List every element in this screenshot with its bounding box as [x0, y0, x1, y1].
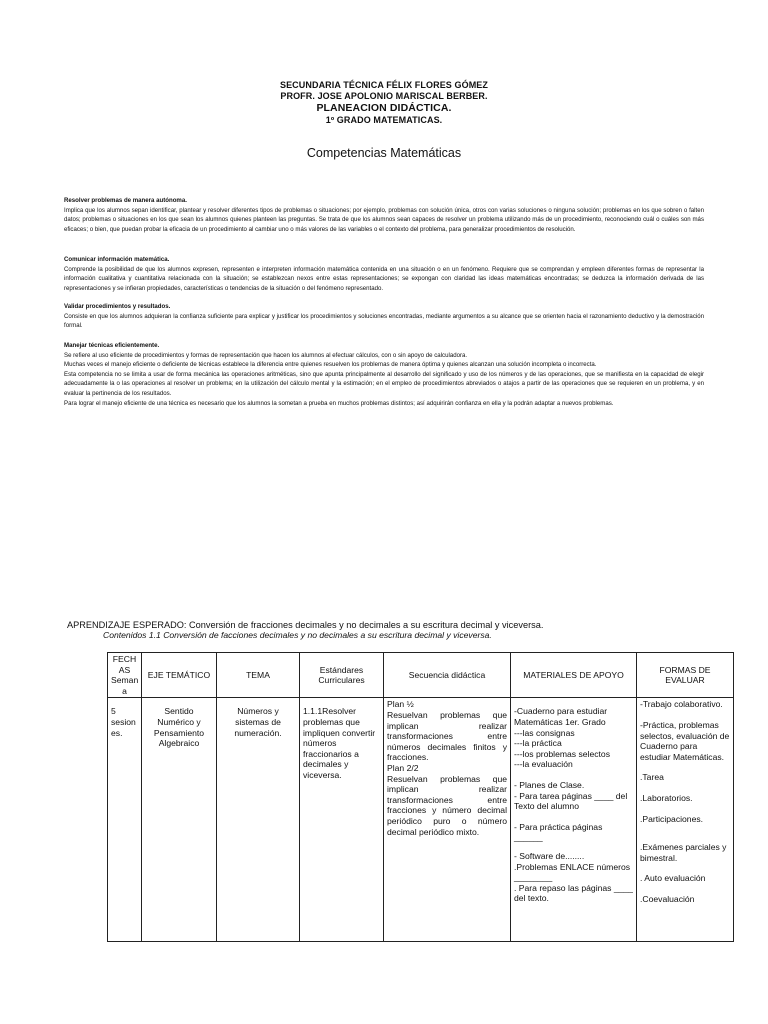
material-line: - Para tarea páginas ____ del Texto del alumno	[514, 790, 628, 812]
cell-tema: Números y sistemas de numeración.	[217, 698, 300, 942]
table-row	[108, 698, 734, 942]
evaluation-line: -Trabajo colaborativo.	[640, 699, 723, 710]
sequence-line: Plan ½	[387, 699, 414, 710]
cell-eje: Sentido Numérico y Pensamiento Algebraico	[142, 698, 217, 942]
competency-text: Esta competencia no se limita a usar de forma mecánica las operaciones aritméticas, sino que apunta principalmente al desarrollo del significado y uso de los números y de las operaciones, que se manifiesta en la capacidad de elegir adecuadamente la o las operaciones al resolver un problema; en la utilización del cálculo mental y la estimación; en el empleo de procedimientos abreviados o atajos a partir de las operaciones que se requieren en un problema, y en evaluar la pertinencia de los resultados.	[64, 370, 704, 397]
header-formas: FORMAS DE EVALUAR	[637, 653, 734, 698]
competency-block-3	[64, 302, 704, 331]
material-line: - Para práctica páginas ______	[514, 821, 603, 843]
competency-text: Comprende la posibilidad de que los alumnos expresen, representen e interpreten información matemática contenida en una situación o en un fenómeno. Requiere que se comprendan y empleen diferentes formas de representar la información cualitativa y cuantitativa relacionada con la situación; se establezcan nexos entre estas representaciones; se expongan con claridad las ideas matemáticas encontradas; se deduzca la información derivada de las representaciones y se infieran propiedades, características o tendencias de la situación o del fenómeno representado.	[64, 265, 704, 292]
cell-estandares: 1.1.1Resolver problemas que impliquen convertir números fraccionarios a decimales y viceversa.	[300, 698, 384, 942]
header-materiales: MATERIALES DE APOYO	[511, 653, 637, 698]
cell-formas	[637, 698, 734, 942]
competency-heading: Resolver problemas de manera autónoma.	[64, 197, 187, 204]
material-line: . Para repaso las páginas ____ del texto.	[514, 882, 633, 904]
teacher-name: PROFR. JOSE APOLONIO MARISCAL BERBER.	[280, 91, 488, 101]
planning-table	[107, 652, 734, 942]
material-line: ---la evaluación	[514, 759, 573, 770]
page-title: Competencias Matemáticas	[306, 146, 462, 160]
sequence-line: Plan 2/2	[387, 762, 419, 773]
header-fechas: FECH AS Seman a	[108, 653, 142, 698]
header-tema: TEMA	[217, 653, 300, 698]
sequence-line: Resuelvan problemas que implican realizar transformaciones entre fracciones y número decimal periódico puro o número decimal periódico mixto.	[387, 773, 507, 837]
cell-fechas: 5 sesion es.	[108, 698, 142, 942]
material-line: -Cuaderno para estudiar Matemáticas 1er. Grado	[514, 706, 608, 727]
document-type: PLANEACION DIDÁCTICA.	[316, 102, 452, 114]
competency-text: Muchas veces el manejo eficiente o deficiente de técnicas establece la diferencia entre quienes resuelven los problemas de manera óptima y quienes alcanzan una solución incompleta o incorrecta.	[64, 361, 597, 369]
grade-label: 1º GRADO MATEMATICAS.	[325, 115, 443, 125]
sequence-line: Resuelvan problemas que implican realizar transformaciones entre números decimales finitos y fracciones.	[387, 709, 507, 763]
cell-secuencia	[384, 698, 511, 942]
evaluation-line: .Coevaluación	[640, 893, 695, 904]
competency-text: Consiste en que los alumnos adquieran la confianza suficiente para explicar y justificar los procedimientos y soluciones encontradas, mediante argumentos a su alcance que se orienten hacia el razonamiento deductivo y la demostración formal.	[64, 312, 704, 330]
competency-text: Se refiere al uso eficiente de procedimientos y formas de representación que hacen los alumnos al efectuar cálculos, con o sin apoyo de calculadora.	[64, 351, 468, 359]
header-secuencia: Secuencia didáctica	[384, 653, 511, 698]
header-estandares: Estándares Curriculares	[300, 653, 384, 698]
competency-block-4	[64, 341, 704, 408]
material-line: - Planes de Clase.	[514, 779, 585, 790]
evaluation-line: .Laboratorios.	[640, 792, 693, 803]
material-line: ---las consignas	[514, 727, 575, 738]
material-line: ---los problemas selectos	[514, 748, 610, 759]
competency-block-2	[64, 255, 704, 293]
competency-heading: Validar procedimientos y resultados.	[64, 303, 171, 310]
school-name: SECUNDARIA TÉCNICA FÉLIX FLORES GÓMEZ	[279, 80, 489, 90]
evaluation-line: .Participaciones.	[640, 813, 704, 824]
expected-learning: APRENDIZAJE ESPERADO: Conversión de fracciones decimales y no decimales a su escritura decimal y viceversa.	[67, 620, 544, 630]
evaluation-line: .Tarea	[640, 772, 664, 783]
document-header	[0, 80, 768, 126]
material-line: ---la práctica	[514, 738, 562, 749]
cell-materiales	[511, 698, 637, 942]
evaluation-line: -Práctica, problemas selectos, evaluación de Cuaderno para estudiar Matemáticas.	[640, 719, 730, 762]
competency-text: Implica que los alumnos sepan identificar, plantear y resolver diferentes tipos de problemas o situaciones; por ejemplo, problemas con solución única, otros con varias soluciones o ninguna solución; problemas en los que sobren o falten datos; problemas o situaciones en los que sean los alumnos quienes planteen las preguntas. Se trata de que los alumnos sean capaces de resolver un problema utilizando más de un procedimiento, reconociendo cuál o cuáles son más eficaces; o bien, que puedan probar la eficacia de un procedimiento al cambiar uno o más valores de las variables o el contexto del problema, para generalizar procedimientos de resolución.	[64, 206, 704, 233]
header-eje: EJE TEMÁTICO	[142, 653, 217, 698]
evaluation-line: .Exámenes parciales y bimestral.	[640, 842, 727, 863]
contents-line: Contenidos 1.1 Conversión de facciones decimales y no decimales a su escritura decimal y viceversa.	[103, 630, 492, 640]
material-line: - Software de........	[514, 850, 585, 861]
material-line: .Problemas ENLACE números ________	[514, 861, 631, 883]
competency-heading: Comunicar información matemática.	[64, 256, 170, 263]
competency-text: Para lograr el manejo eficiente de una técnica es necesario que los alumnos la sometan a prueba en muchos problemas distintos; así adquirirán confianza en ella y la podrán adaptar a nuevos problemas.	[64, 399, 614, 407]
table-header-row	[108, 653, 734, 698]
competency-block-1	[64, 196, 704, 234]
evaluation-line: . Auto evaluación	[640, 873, 706, 884]
competency-heading: Manejar técnicas eficientemente.	[64, 342, 160, 349]
